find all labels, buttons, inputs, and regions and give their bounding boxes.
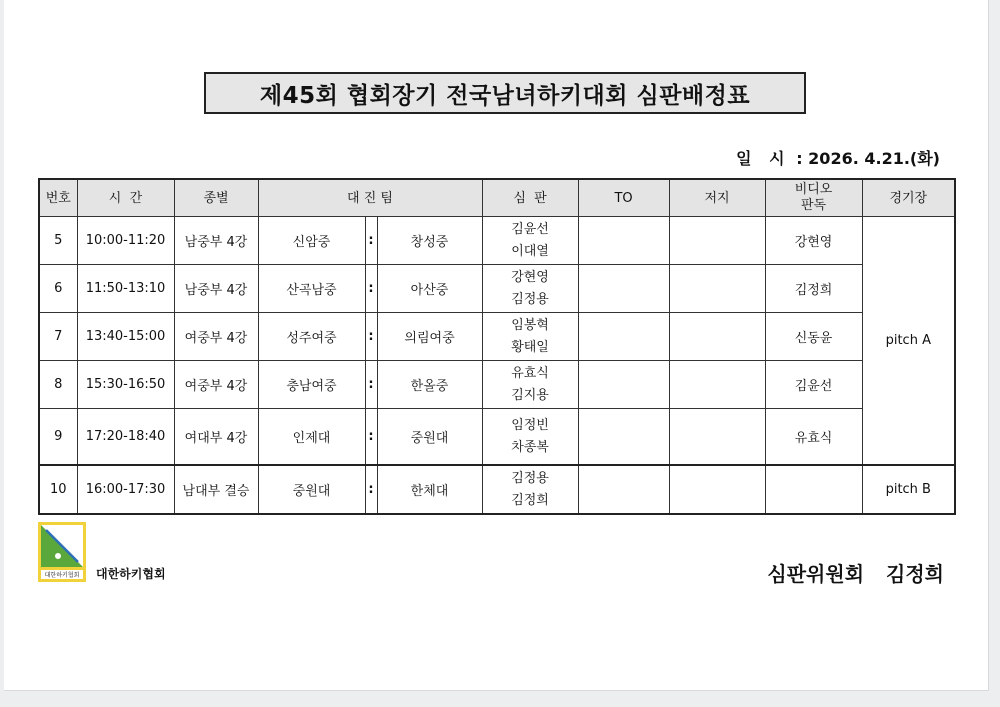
referees <box>482 465 578 514</box>
match-time: 13:40-15:00 <box>77 313 174 361</box>
referee-1: 김윤선 <box>511 221 549 237</box>
document-title: 제45회 협회장기 전국남녀하키대회 심판배정표 <box>204 72 806 114</box>
match-record <box>669 313 765 361</box>
referees <box>482 313 578 361</box>
referee-2: 김정희 <box>511 492 549 508</box>
header-time: 시 간 <box>77 179 174 217</box>
date-label: 일 시 <box>736 149 791 168</box>
match-colon: : <box>365 217 377 265</box>
document-page <box>4 0 989 691</box>
logo-ball <box>55 553 61 559</box>
match-time: 16:00-17:30 <box>77 465 174 514</box>
match-no: 5 <box>39 217 77 265</box>
date-separator: : <box>796 149 803 168</box>
match-category: 여중부 4강 <box>174 361 258 409</box>
table-row <box>39 265 955 313</box>
match-time: 15:30-16:50 <box>77 361 174 409</box>
table-row <box>39 217 955 265</box>
team-a: 성주여중 <box>258 313 365 361</box>
team-a: 산곡남중 <box>258 265 365 313</box>
header-venue: 경기장 <box>862 179 955 217</box>
match-to <box>578 361 669 409</box>
team-a: 인제대 <box>258 409 365 466</box>
association-name: 대한하키협회 <box>96 567 166 581</box>
table-row <box>39 465 955 514</box>
match-no: 9 <box>39 409 77 466</box>
team-b: 한체대 <box>377 465 482 514</box>
header-to: TO <box>578 179 669 217</box>
team-b: 창성중 <box>377 217 482 265</box>
match-record <box>669 265 765 313</box>
table-row <box>39 361 955 409</box>
header-referee: 심 판 <box>482 179 578 217</box>
header-match: 대 진 팀 <box>258 179 482 217</box>
date-value: 2026. 4.21.(화) <box>808 149 940 168</box>
team-a: 신암중 <box>258 217 365 265</box>
referees <box>482 265 578 313</box>
match-to <box>578 313 669 361</box>
header-category: 종별 <box>174 179 258 217</box>
match-record <box>669 465 765 514</box>
table-row <box>39 313 955 361</box>
match-category: 남중부 4강 <box>174 265 258 313</box>
match-colon: : <box>365 409 377 466</box>
referees <box>482 361 578 409</box>
venue-pitch-b: pitch B <box>862 465 955 514</box>
match-video: 김윤선 <box>765 361 862 409</box>
match-to <box>578 465 669 514</box>
logo-caption: 대한하키협회 <box>44 572 80 579</box>
team-b: 중원대 <box>377 409 482 466</box>
header-no: 번호 <box>39 179 77 217</box>
match-record <box>669 217 765 265</box>
match-record <box>669 361 765 409</box>
referee-2: 황태일 <box>511 339 549 355</box>
match-category: 남중부 4강 <box>174 217 258 265</box>
match-video: 유효식 <box>765 409 862 466</box>
match-video: 강현영 <box>765 217 862 265</box>
team-a: 충남여중 <box>258 361 365 409</box>
match-category: 남대부 결승 <box>174 465 258 514</box>
team-a: 중원대 <box>258 465 365 514</box>
referee-1: 강현영 <box>511 269 549 285</box>
referee-1: 임봉혁 <box>511 317 549 333</box>
signer-name: 김정희 <box>886 562 944 586</box>
header-video-line2: 판독 <box>800 198 827 213</box>
match-no: 7 <box>39 313 77 361</box>
match-time: 11:50-13:10 <box>77 265 174 313</box>
venue-pitch-a: pitch A <box>862 217 955 466</box>
referee-2: 김정용 <box>511 291 549 307</box>
team-b: 의림여중 <box>377 313 482 361</box>
referees <box>482 409 578 466</box>
committee-signature <box>767 558 944 587</box>
match-to <box>578 409 669 466</box>
header-record: 저지 <box>669 179 765 217</box>
referee-1: 임정빈 <box>511 417 549 433</box>
referee-2: 이대열 <box>511 243 549 259</box>
team-b: 아산중 <box>377 265 482 313</box>
referee-1: 김정용 <box>511 470 549 486</box>
header-video <box>765 179 862 217</box>
match-video <box>765 465 862 514</box>
match-time: 10:00-11:20 <box>77 217 174 265</box>
match-no: 8 <box>39 361 77 409</box>
table-header-row <box>39 179 955 217</box>
match-video: 김정희 <box>765 265 862 313</box>
match-category: 여대부 4강 <box>174 409 258 466</box>
referee-2: 차종복 <box>511 439 549 455</box>
match-video: 신동윤 <box>765 313 862 361</box>
match-no: 6 <box>39 265 77 313</box>
header-video-line1: 비디오 <box>794 182 833 197</box>
referee-2: 김지용 <box>511 387 549 403</box>
date-line <box>736 146 940 169</box>
referees <box>482 217 578 265</box>
match-to <box>578 217 669 265</box>
team-b: 한올중 <box>377 361 482 409</box>
association-logo <box>38 522 86 582</box>
match-colon: : <box>365 313 377 361</box>
match-no: 10 <box>39 465 77 514</box>
table-row <box>39 409 955 466</box>
match-colon: : <box>365 465 377 514</box>
referee-schedule-table <box>38 178 956 515</box>
match-category: 여중부 4강 <box>174 313 258 361</box>
match-to <box>578 265 669 313</box>
committee-name: 심판위원회 <box>767 562 865 586</box>
match-colon: : <box>365 361 377 409</box>
match-time: 17:20-18:40 <box>77 409 174 466</box>
match-record <box>669 409 765 466</box>
referee-1: 유효식 <box>511 365 549 381</box>
match-colon: : <box>365 265 377 313</box>
